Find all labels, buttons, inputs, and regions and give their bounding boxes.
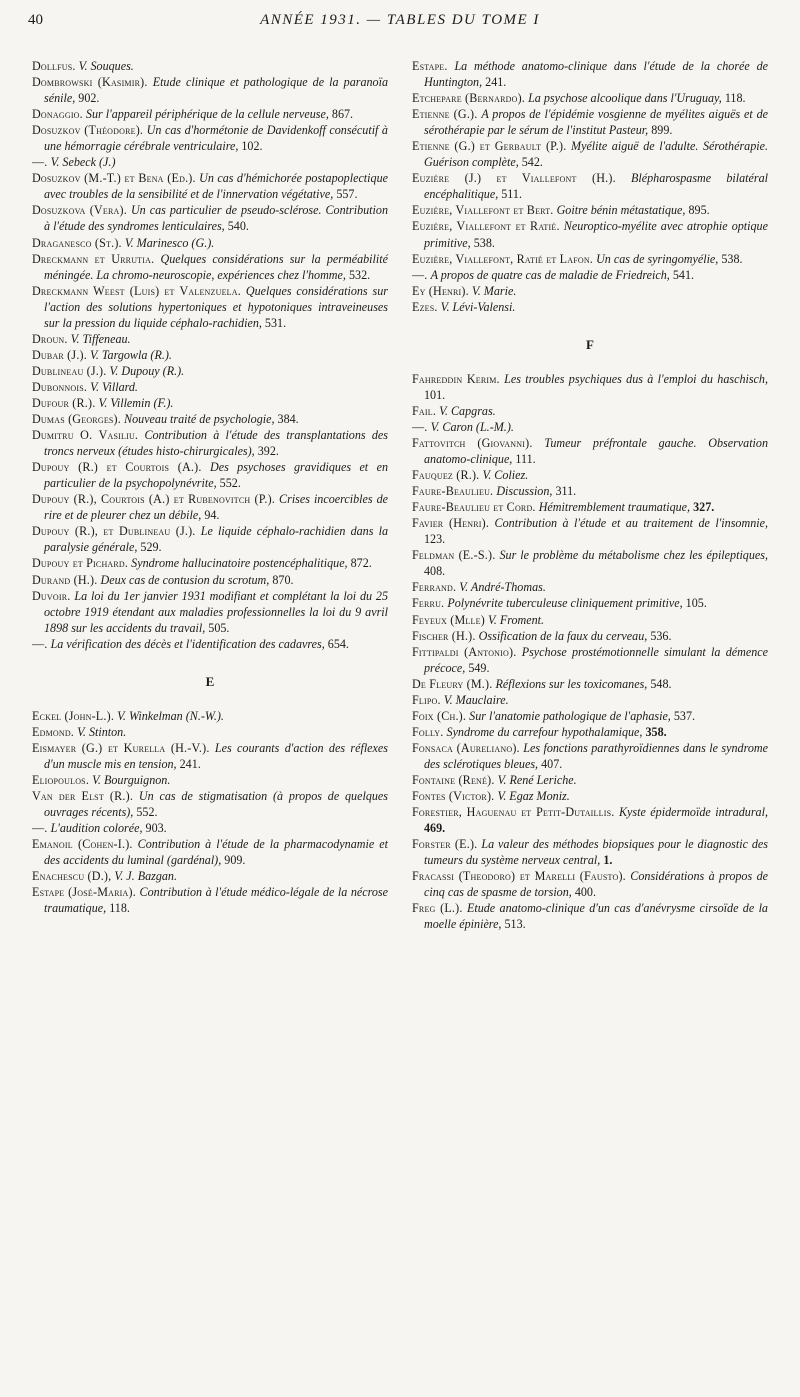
entry-page: 101. bbox=[424, 387, 446, 402]
entry-page: 548. bbox=[650, 676, 672, 691]
entry-author: Ey (Henri). bbox=[412, 283, 469, 298]
index-entry bbox=[412, 900, 768, 932]
entry-page: 94. bbox=[204, 508, 220, 523]
entry-work: A propos de l'épidémie vosgienne de myélites aiguës et de sérothérapie par le sérum de l'institut Pasteur, bbox=[424, 107, 769, 138]
entry-author: Etchepare (Bernardo). bbox=[412, 91, 526, 106]
entry-work: V. Villemin (F.). bbox=[98, 395, 174, 410]
index-entry bbox=[412, 371, 768, 403]
entry-author: Edmond. bbox=[32, 724, 75, 739]
entry-author: Draganesco (St.). bbox=[32, 235, 122, 250]
index-entry bbox=[32, 202, 388, 234]
entry-work: Kyste épidermoïde intradural, bbox=[618, 805, 768, 820]
section-letter: F bbox=[586, 336, 594, 352]
entry-work: Ossification de la faux du cerveau, bbox=[478, 628, 648, 643]
index-entry bbox=[32, 588, 388, 636]
index-entry bbox=[32, 708, 388, 724]
entry-page: 557. bbox=[336, 187, 358, 202]
entry-page: 511. bbox=[501, 187, 522, 202]
entry-author: Freg (L.). bbox=[412, 901, 463, 916]
entry-work: V. Caron (L.-M.). bbox=[430, 419, 514, 434]
entry-page: 532. bbox=[348, 267, 371, 282]
index-entry bbox=[412, 644, 768, 676]
entry-work: La vérification des décès et l'identification des cadavres, bbox=[50, 636, 325, 651]
entry-work: Myélite aiguë de l'adulte. Sérothérapie. Guérison complète, bbox=[424, 139, 768, 170]
entry-work: Deux cas de contusion du scrotum, bbox=[100, 572, 270, 587]
index-entry bbox=[412, 708, 768, 724]
entry-author: Estape. bbox=[412, 59, 448, 73]
index-entry bbox=[412, 90, 768, 106]
index-entry bbox=[412, 547, 768, 579]
index-entry bbox=[412, 692, 768, 708]
entry-work: Des psychoses gravidiques et en particulier de la psychopolynévrite, bbox=[44, 460, 388, 491]
index-entry bbox=[32, 235, 388, 251]
entry-author: Duvoir. bbox=[32, 588, 71, 603]
index-entry bbox=[412, 676, 768, 692]
entry-author: Fontaine (René). bbox=[412, 772, 495, 787]
entry-page: 105. bbox=[685, 596, 707, 611]
entry-author: Dombrowski (Kasimir). bbox=[32, 75, 148, 90]
entry-author: Fauquez (R.). bbox=[412, 468, 480, 483]
index-entry bbox=[412, 435, 768, 467]
entry-author: Foix (Ch.). bbox=[412, 708, 467, 723]
index-entry bbox=[32, 868, 388, 884]
entry-author: Fail. bbox=[412, 403, 437, 418]
entry-page: 536. bbox=[650, 628, 672, 643]
index-entry bbox=[412, 283, 768, 299]
index-entry bbox=[32, 395, 388, 411]
entry-author: Favier (Henri). bbox=[412, 516, 490, 531]
index-column-left bbox=[32, 58, 388, 916]
entry-author: Euzière, Viallefont et Ratié. bbox=[412, 219, 560, 234]
index-column-right bbox=[412, 58, 768, 932]
entry-work: Un cas d'hormétonie de Davidenkoff consécutif à une hémorragie cérébrale ventriculaire, bbox=[44, 123, 388, 154]
entry-author: —. bbox=[412, 267, 428, 282]
entry-work: Blépharospasme bilatéral encéphalitique, bbox=[424, 171, 768, 202]
entry-work: Etude clinique et pathologique de la paranoïa sénile, bbox=[44, 75, 388, 106]
entry-work: V. René Leriche. bbox=[497, 772, 577, 787]
entry-work: V. Dupouy (R.). bbox=[109, 363, 185, 378]
entry-page: 867. bbox=[331, 107, 354, 122]
index-entry bbox=[32, 788, 388, 820]
index-entry bbox=[412, 868, 768, 900]
entry-work: Considérations à propos de cinq cas de spasme de torsion, bbox=[424, 869, 768, 900]
entry-page: 542. bbox=[521, 155, 543, 170]
entry-page: 541. bbox=[672, 267, 695, 282]
entry-work: Sur l'anatomie pathologique de l'aphasie, bbox=[469, 708, 671, 723]
index-entry bbox=[412, 579, 768, 595]
entry-author: Fonsaca (Aureliano). bbox=[412, 740, 520, 755]
index-entry bbox=[32, 347, 388, 363]
index-entry bbox=[32, 836, 388, 868]
index-entry bbox=[412, 724, 768, 740]
index-entry bbox=[32, 772, 388, 788]
index-entry bbox=[32, 154, 388, 170]
index-entry bbox=[32, 379, 388, 395]
entry-page: 311. bbox=[555, 484, 577, 499]
entry-author: Etienne (G.) et Gerbault (P.). bbox=[412, 139, 567, 154]
index-entry bbox=[32, 283, 388, 331]
entry-work: Un cas particulier de pseudo-sclérose. Contribution à l'étude des syndromes lenticulaires, bbox=[44, 203, 388, 234]
entry-work: V. J. Bazgan. bbox=[114, 869, 178, 884]
entry-page: 469. bbox=[424, 821, 446, 836]
entry-work: Syndrome du carrefour hypothalamique, bbox=[446, 724, 643, 739]
entry-work: V. Sebeck (J.) bbox=[50, 155, 116, 170]
entry-work: Syndrome hallucinatoire postencéphalitique, bbox=[131, 556, 348, 571]
index-entry bbox=[32, 459, 388, 491]
entry-author: Ferrand. bbox=[412, 580, 457, 595]
index-entry bbox=[32, 884, 388, 916]
entry-work: V. Bourguignon. bbox=[92, 772, 171, 787]
index-entry bbox=[32, 251, 388, 283]
index-entry bbox=[32, 740, 388, 772]
entry-page: 872. bbox=[350, 556, 372, 571]
index-entry bbox=[32, 427, 388, 459]
entry-work: Contribution à l'étude des transplantations des troncs nerveux (études histo-chirurgicales), bbox=[44, 428, 388, 459]
entry-author: Dublineau (J.). bbox=[32, 363, 107, 378]
entry-author: —. bbox=[32, 636, 48, 651]
index-entry bbox=[412, 515, 768, 547]
entry-work: Quelques considérations sur la perméabilité méningée. La chromo-neuroscopie, expériences chez l'homme, bbox=[44, 251, 388, 282]
index-entry bbox=[412, 403, 768, 419]
index-entry bbox=[412, 772, 768, 788]
entry-work: Etude anatomo-clinique d'un cas d'anévrysme cirsoïde de la moelle épinière, bbox=[424, 901, 768, 932]
entry-work: Quelques considérations sur l'action des solutions hypertoniques et hypotoniques intraveineuses sur la pression du liquide céphalo-rachidien, bbox=[44, 283, 388, 330]
entry-work: Les courants d'action des réflexes d'un muscle mis en tension, bbox=[44, 740, 388, 771]
entry-author: Dreckmann Weest (Luis) et Valenzuela. bbox=[32, 283, 241, 298]
page-header bbox=[28, 12, 772, 38]
entry-work: Le liquide céphalo-rachidien dans la paralysie générale, bbox=[44, 524, 388, 555]
index-entry bbox=[32, 523, 388, 555]
index-entry bbox=[412, 499, 768, 515]
entry-author: Estape (José-Maria). bbox=[32, 885, 136, 900]
entry-author: Etienne (G.). bbox=[412, 107, 478, 122]
entry-work: Un cas de stigmatisation (à propos de quelques ouvrages récents), bbox=[44, 789, 388, 820]
index-entry bbox=[412, 595, 768, 611]
entry-author: Dumas (Georges). bbox=[32, 412, 121, 427]
entry-work: V. Mauclaire. bbox=[443, 692, 509, 707]
entry-page: 513. bbox=[504, 917, 526, 932]
entry-author: Euzière, Viallefont et Bert. bbox=[412, 203, 554, 218]
entry-author: Fracassi (Theodoro) et Marelli (Fausto). bbox=[412, 869, 626, 884]
entry-page: 902. bbox=[78, 91, 100, 106]
entry-work: V. Souques. bbox=[78, 59, 134, 73]
entry-work: V. Marie. bbox=[471, 283, 517, 298]
index-entry bbox=[32, 820, 388, 836]
index-entry bbox=[32, 74, 388, 106]
entry-page: 358. bbox=[645, 724, 667, 739]
entry-work: Réflexions sur les toxicomanes, bbox=[495, 676, 648, 691]
index-entry bbox=[412, 170, 768, 202]
entry-page: 392. bbox=[257, 444, 279, 459]
entry-author: Dupouy et Pichard. bbox=[32, 556, 129, 571]
entry-page: 538. bbox=[473, 235, 495, 250]
entry-page: 552. bbox=[219, 476, 241, 491]
entry-author: Dubonnois. bbox=[32, 379, 88, 394]
index-entry bbox=[412, 467, 768, 483]
entry-author: Dumitru O. Vasiliu. bbox=[32, 428, 139, 443]
entry-work: V. Marinesco (G.). bbox=[124, 235, 215, 250]
entry-work: Les troubles psychiques dus à l'emploi du haschisch, bbox=[504, 371, 768, 386]
entry-page: 1. bbox=[603, 853, 613, 868]
entry-work: Hémitremblement traumatique, bbox=[538, 500, 691, 515]
entry-page: 118. bbox=[724, 91, 746, 106]
index-entry bbox=[412, 58, 768, 90]
entry-work: Un cas d'hémichorée postapoplectique avec troubles de la sensibilité et de l'innervation végétative, bbox=[44, 171, 388, 202]
entry-author: Durand (H.). bbox=[32, 572, 98, 587]
index-entry bbox=[32, 170, 388, 202]
entry-author: Feldman (E.-S.). bbox=[412, 548, 496, 563]
index-entry bbox=[32, 572, 388, 588]
entry-author: Dosuzkov (M.-T.) et Bena (Ed.). bbox=[32, 171, 196, 186]
index-entry bbox=[412, 419, 768, 435]
entry-author: Dreckmann et Urrutia. bbox=[32, 251, 155, 266]
index-entry bbox=[32, 724, 388, 740]
entry-work: Goitre bénin métastatique, bbox=[556, 203, 686, 218]
entry-page: 537. bbox=[673, 708, 696, 723]
index-entry bbox=[32, 58, 388, 74]
entry-work: V. Villard. bbox=[90, 379, 138, 394]
entry-work: V. Tiffeneau. bbox=[70, 331, 131, 346]
entry-work: Contribution à l'étude de la pharmacodynamie et des accidents du luminal (gardénal), bbox=[44, 837, 388, 868]
entry-work: Un cas de syringomyélie, bbox=[596, 251, 719, 266]
index-entry bbox=[412, 218, 768, 250]
entry-work: Polynévrite tuberculeuse cliniquement primitive, bbox=[447, 596, 683, 611]
entry-author: Fischer (H.). bbox=[412, 628, 476, 643]
entry-author: Euzière (J.) et Viallefont (H.). bbox=[412, 171, 616, 186]
entry-work: La loi du 1er janvier 1931 modifiant et complétant la loi du 25 octobre 1919 étendant aux maladies professionnelles la loi du 9 avril 1898 sur les accidents du travail, bbox=[44, 588, 388, 635]
entry-page: 552. bbox=[136, 805, 158, 820]
index-entry bbox=[412, 628, 768, 644]
entry-author: Dupouy (R.), et Dublineau (J.). bbox=[32, 524, 196, 539]
entry-author: Faure-Beaulieu. bbox=[412, 484, 494, 499]
entry-page: 118. bbox=[109, 901, 130, 916]
entry-work: V. Froment. bbox=[487, 612, 545, 627]
entry-author: Droun. bbox=[32, 331, 68, 346]
index-entry bbox=[32, 106, 388, 122]
entry-author: Forster (E.). bbox=[412, 837, 478, 852]
entry-page: 870. bbox=[272, 572, 294, 587]
index-entry bbox=[412, 251, 768, 267]
entry-author: Dupouy (R.) et Courtois (A.). bbox=[32, 460, 202, 475]
entry-author: Feyeux (Mlle) bbox=[412, 612, 485, 627]
entry-work: L'audition colorée, bbox=[50, 821, 143, 836]
entry-author: Fattovitch (Giovanni). bbox=[412, 435, 533, 450]
entry-work: Neuroptico-myélite avec atrophie optique primitive, bbox=[424, 219, 768, 250]
entry-page: 400. bbox=[574, 885, 596, 900]
entry-author: Euzière, Viallefont, Ratié et Lafon. bbox=[412, 251, 594, 266]
entry-author: Fahreddin Kerim. bbox=[412, 371, 500, 386]
entry-author: Forestier, Haguenau et Petit-Dutaillis. bbox=[412, 805, 615, 820]
entry-page: 549. bbox=[468, 660, 490, 675]
index-entry bbox=[412, 612, 768, 628]
entry-work: V. André-Thomas. bbox=[459, 580, 546, 595]
entry-work: Sur l'appareil périphérique de la cellule nerveuse, bbox=[85, 107, 329, 122]
index-entry bbox=[412, 483, 768, 499]
entry-work: V. Capgras. bbox=[439, 403, 496, 418]
entry-page: 111. bbox=[515, 452, 536, 467]
index-entry bbox=[412, 804, 768, 836]
entry-page: 540. bbox=[227, 219, 249, 234]
entry-page: 384. bbox=[277, 412, 299, 427]
entry-page: 241. bbox=[179, 756, 201, 771]
entry-page: 909. bbox=[224, 853, 246, 868]
running-title: ANNÉE 1931. — TABLES DU TOME I bbox=[260, 12, 540, 28]
index-entry bbox=[412, 836, 768, 868]
index-entry bbox=[412, 138, 768, 170]
entry-author: Donaggio. bbox=[32, 107, 83, 122]
entry-author: Fittipaldi (Antonio). bbox=[412, 644, 517, 659]
entry-page: 529. bbox=[140, 540, 162, 555]
entry-page: 895. bbox=[688, 203, 710, 218]
index-entry bbox=[412, 267, 768, 283]
entry-author: Fontes (Victor). bbox=[412, 789, 495, 804]
entry-work: Contribution à l'étude médico-légale de la nécrose traumatique, bbox=[44, 885, 388, 916]
index-entry bbox=[412, 202, 768, 218]
entry-work: V. Coliez. bbox=[482, 468, 529, 483]
entry-page: 327. bbox=[693, 500, 715, 515]
entry-author: Enachescu (D.), bbox=[32, 869, 112, 884]
index-entry bbox=[412, 299, 768, 315]
entry-page: 505. bbox=[208, 620, 230, 635]
entry-author: Dubar (J.). bbox=[32, 347, 87, 362]
entry-author: Faure-Beaulieu et Cord. bbox=[412, 500, 536, 515]
entry-page: 408. bbox=[424, 564, 446, 579]
entry-author: —. bbox=[32, 821, 48, 836]
index-entry bbox=[32, 411, 388, 427]
entry-author: Emanoil (Cohen-I.). bbox=[32, 837, 133, 852]
entry-author: Dupouy (R.), Courtois (A.) et Rubenovitch (P.). bbox=[32, 492, 276, 507]
entry-author: Dosuzkova (Vera). bbox=[32, 203, 127, 218]
entry-work: Contribution à l'étude et au traitement de l'insomnie, bbox=[494, 516, 768, 531]
entry-work: Discussion, bbox=[496, 484, 553, 499]
index-entry bbox=[412, 740, 768, 772]
entry-work: La méthode anatomo-clinique dans l'étude de la chorée de Huntington, bbox=[424, 59, 768, 90]
entry-work: V. Targowla (R.). bbox=[90, 347, 172, 362]
page-number: 40 bbox=[28, 12, 43, 28]
entry-page: 123. bbox=[424, 532, 446, 547]
entry-author: —. bbox=[412, 419, 428, 434]
entry-author: Folly. bbox=[412, 724, 444, 739]
index-entry bbox=[32, 555, 388, 571]
index-entry bbox=[412, 106, 768, 138]
index-entry bbox=[32, 636, 388, 652]
index-entry bbox=[32, 491, 388, 523]
entry-work: Les fonctions parathyroïdiennes dans le syndrome des sclérotiques bleues, bbox=[424, 740, 768, 771]
entry-author: Eismayer (G.) et Kurella (H.-V.). bbox=[32, 740, 210, 755]
entry-page: 538. bbox=[721, 251, 743, 266]
index-entry bbox=[412, 788, 768, 804]
entry-author: Eckel (John-L.). bbox=[32, 708, 115, 723]
entry-author: Dollfus. bbox=[32, 59, 76, 73]
entry-work: La valeur des méthodes biopsiques pour le diagnostic des tumeurs du système nerveux central, bbox=[424, 837, 768, 868]
entry-work: V. Winkelman (N.-W.). bbox=[117, 708, 224, 723]
entry-page: 407. bbox=[541, 756, 563, 771]
entry-author: Dosuzkov (Théodore). bbox=[32, 123, 144, 138]
section-letter: E bbox=[205, 673, 215, 689]
entry-work: La psychose alcoolique dans l'Uruguay, bbox=[528, 91, 722, 106]
entry-author: Eliopoulos. bbox=[32, 772, 90, 787]
entry-work: Sur le problème du métabolisme chez les épileptiques, bbox=[499, 548, 768, 563]
entry-work: Crises incoercibles de rire et de pleurer chez un débile, bbox=[44, 492, 389, 523]
index-entry bbox=[32, 363, 388, 379]
entry-page: 531. bbox=[264, 315, 287, 330]
entry-work: V. Egaz Moniz. bbox=[497, 789, 570, 804]
entry-page: 654. bbox=[327, 636, 349, 651]
entry-page: 102. bbox=[241, 139, 263, 154]
entry-work: A propos de quatre cas de maladie de Friedreich, bbox=[430, 267, 670, 282]
entry-author: Dufour (R.). bbox=[32, 395, 96, 410]
entry-author: Van der Elst (R.). bbox=[32, 789, 134, 804]
entry-page: 899. bbox=[651, 123, 673, 138]
entry-work: Tumeur préfrontale gauche. Observation anatomo-clinique, bbox=[424, 435, 769, 467]
entry-work: V. Lévi-Valensi. bbox=[440, 299, 516, 314]
entry-work: Nouveau traité de psychologie, bbox=[124, 412, 275, 427]
entry-page: 241. bbox=[485, 75, 507, 90]
entry-author: Flipo. bbox=[412, 692, 441, 707]
entry-work: V. Stinton. bbox=[77, 724, 127, 739]
entry-work: Psychose prostémotionnelle simulant la démence précoce, bbox=[424, 644, 768, 675]
index-entry bbox=[32, 122, 388, 154]
entry-author: De Fleury (M.). bbox=[412, 676, 493, 691]
entry-page: 903. bbox=[145, 821, 167, 836]
index-entry bbox=[32, 331, 388, 347]
entry-author: Ezes. bbox=[412, 299, 438, 314]
entry-author: Ferru. bbox=[412, 596, 445, 611]
entry-author: —. bbox=[32, 155, 48, 170]
